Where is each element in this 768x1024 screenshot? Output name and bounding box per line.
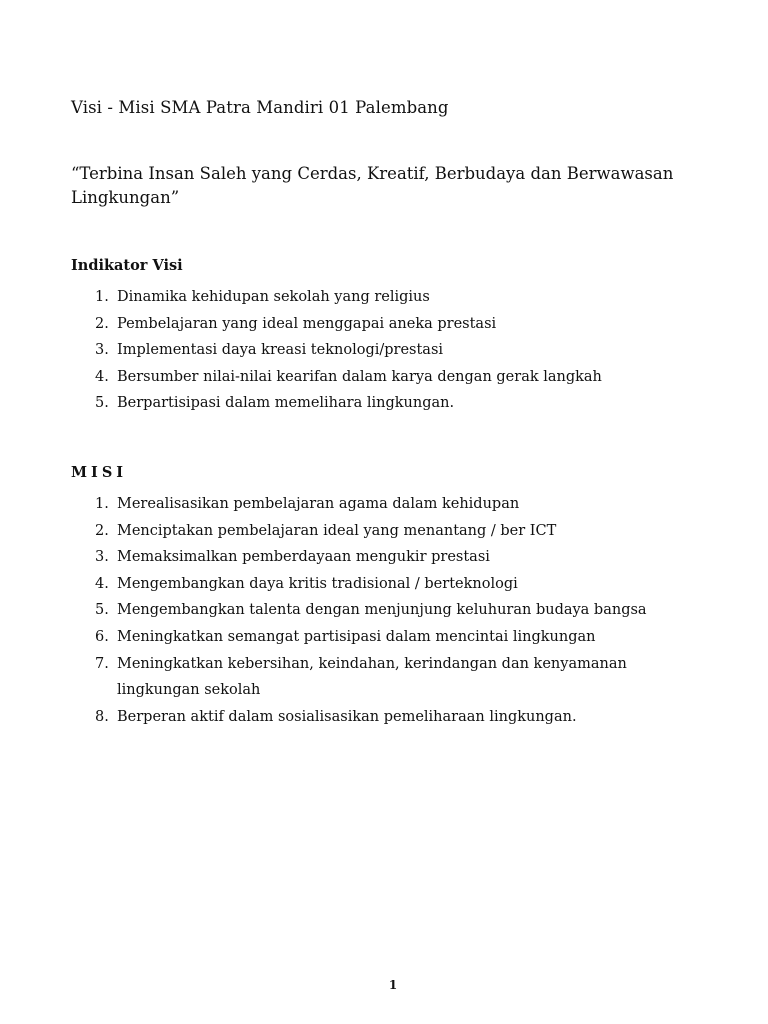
indikator-list — [71, 284, 691, 417]
document-title: Visi - Misi SMA Patra Mandiri 01 Palembang — [71, 98, 449, 117]
list-item — [71, 544, 691, 571]
list-number: 1. — [95, 496, 109, 512]
list-text: Meningkatkan semangat partisipasi dalam mencintai lingkungan — [117, 628, 596, 645]
list-item — [71, 518, 691, 545]
list-text: Menciptakan pembelajaran ideal yang menantang / ber ICT — [117, 522, 557, 539]
list-number: 2. — [95, 315, 109, 332]
list-text: Dinamika kehidupan sekolah yang religius — [117, 289, 430, 305]
list-item — [71, 624, 691, 651]
misi-list — [71, 491, 691, 730]
list-number: 4. — [95, 575, 109, 592]
list-number: 3. — [95, 342, 109, 359]
list-item — [71, 284, 691, 311]
list-number: 5. — [95, 602, 109, 619]
list-text: Bersumber nilai-nilai kearifan dalam karya dengan gerak langkah — [117, 368, 602, 385]
list-number: 7. — [95, 655, 109, 672]
list-item — [71, 337, 691, 364]
list-text: Mengembangkan talenta dengan menjunjung keluhuran budaya bangsa — [117, 602, 647, 619]
list-text: Berpartisipasi dalam memelihara lingkungan. — [117, 395, 455, 412]
page-number: 1 — [388, 978, 398, 992]
list-number: 3. — [95, 549, 109, 566]
list-item — [71, 311, 691, 338]
list-number: 2. — [95, 522, 109, 539]
list-number: 4. — [95, 368, 109, 385]
list-text: Mengembangkan daya kritis tradisional / berteknologi — [117, 575, 518, 592]
list-text: Pembelajaran yang ideal menggapai aneka prestasi — [117, 315, 497, 332]
list-text: Berperan aktif dalam sosialisasikan pemeliharaan lingkungan. — [117, 708, 577, 725]
list-item — [71, 390, 691, 417]
list-item — [71, 571, 691, 598]
list-item — [71, 704, 691, 731]
list-text: Merealisasikan pembelajaran agama dalam kehidupan — [117, 496, 520, 512]
list-number: 6. — [95, 628, 109, 645]
list-number: 5. — [95, 395, 109, 412]
list-text: Implementasi daya kreasi teknologi/prestasi — [117, 342, 444, 359]
misi-heading: MISI — [71, 464, 128, 481]
indikator-heading: Indikator Visi — [71, 257, 183, 274]
list-number: 1. — [95, 289, 109, 305]
list-number: 8. — [95, 708, 109, 725]
list-item — [71, 364, 691, 391]
list-text: Meningkatkan kebersihan, keindahan, kerindangan dan kenyamanan lingkungan sekolah — [117, 655, 627, 699]
list-item — [71, 597, 691, 624]
list-item — [71, 651, 691, 704]
list-item — [71, 491, 691, 518]
list-text: Memaksimalkan pemberdayaan mengukir prestasi — [117, 549, 490, 566]
vision-statement: “Terbina Insan Saleh yang Cerdas, Kreatif, Berbudaya dan Berwawasan Lingkungan” — [71, 164, 674, 207]
